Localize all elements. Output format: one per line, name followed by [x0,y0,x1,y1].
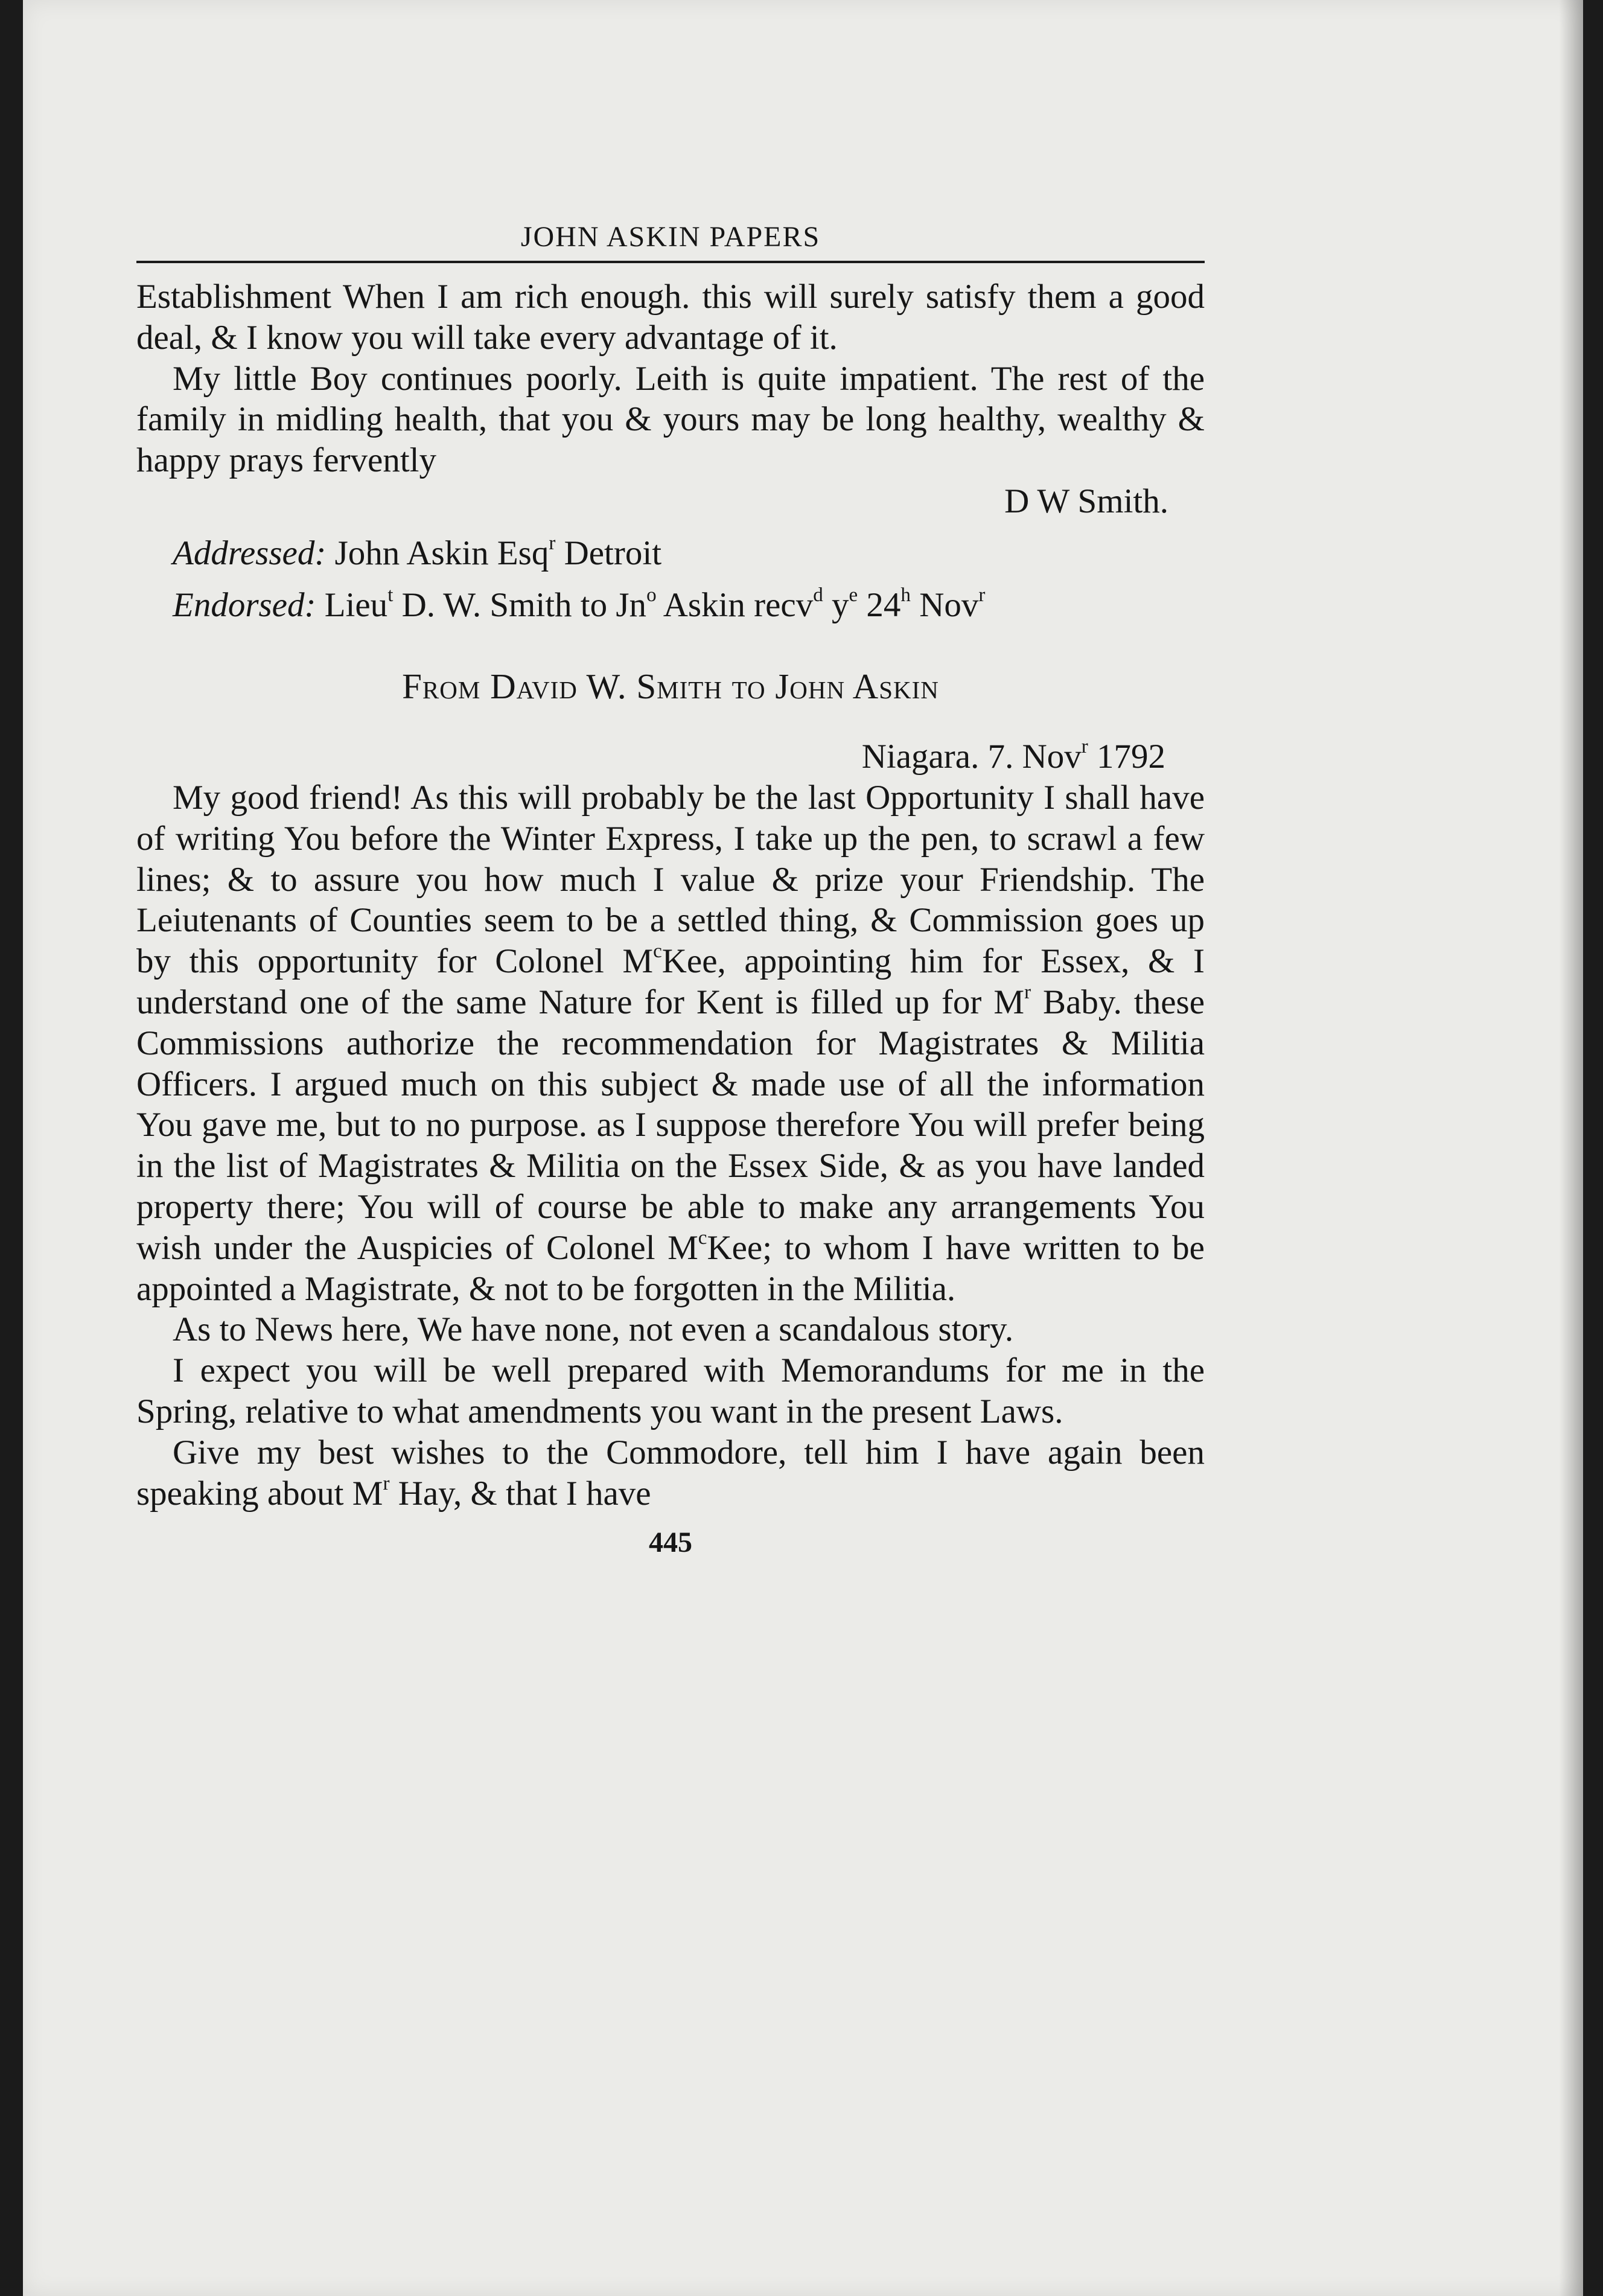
p1-a-sup: c [653,940,662,963]
paragraph-good-friend [136,777,1205,1309]
endorsed-f-sup: r [978,584,986,606]
p4-a-sup: r [383,1472,390,1494]
p1-c-sup: c [698,1226,707,1249]
dateline-sup: r [1081,736,1088,758]
addressed-text: John Askin Esq [334,534,549,572]
addressed-line [136,533,1205,574]
addressed-label: Addressed: [173,534,327,572]
endorsed-b: D. W. Smith to Jn [393,585,647,624]
endorsed-b-sup: o [646,584,657,606]
p4-a: Give my best wishes to the Commodore, tell him I have again been speaking about M [136,1433,1205,1513]
paragraph-news: As to News here, We have none, not even a scandalous story. [173,1310,1014,1349]
p1-d: Kee; to whom I have written to be appointed a Magistrate, & not to be forgotten in the Militia. [136,1228,1205,1308]
p1-b-sup: r [1024,981,1031,1004]
endorsed-d-sup: e [849,584,858,606]
p1-c: Baby. these Commissions authorize the recommendation for Magistrates & Militia Officers. I argued much on this subject & made use of all the information You gave me, but to no purpose. as I suppose therefore You will prefer being in the list of Magistrates & Militia on the Essex Side, & as you have landed property there; You will of course be able to make any arrangements You wish under the Auspicies of Colonel M [136,983,1205,1267]
letter-heading: From David W. Smith to John Askin [402,666,939,707]
endorsed-e-sup: h [900,584,911,606]
endorsed-a-sup: t [387,584,394,606]
addressed-sup: r [549,532,556,554]
page-edge-shadow [1559,0,1583,2296]
endorsed-d: y [823,585,849,624]
page-number: 445 [649,1526,692,1559]
endorsed-e: 24 [858,585,901,624]
text-block [136,217,1205,1563]
dateline-year: 1792 [1088,738,1165,776]
endorsed-label: Endorsed: [173,585,316,624]
addressed-tail: Detroit [555,534,662,572]
header-rule [136,261,1205,263]
running-head: JOHN ASKIN PAPERS [520,221,821,253]
endorsed-line [136,585,1205,626]
endorsed-c-sup: d [813,584,823,606]
book-page [23,0,1583,2296]
paragraph-commodore [136,1432,1205,1514]
p1-b: Kee, appointing him for Essex, & I understand one of the same Nature for Kent is filled up for M [136,942,1205,1021]
endorsed-a: Lieu [324,585,388,624]
dateline [136,736,1205,777]
paragraph-establishment: Establishment When I am rich enough. this will surely satisfy them a good deal, & I know you will take every advantage of it. [136,278,1205,357]
endorsed-c: Askin recv [656,585,814,624]
paragraph-memorandums: I expect you will be well prepared with Memorandums for me in the Spring, relative to what amendments you want in the present Laws. [136,1351,1205,1430]
p1-a: My good friend! As this will probably be the last Opportunity I shall have of writing You before the Winter Express, I take up the pen, to scrawl a few lines; & to assure you how much I value & prize your Friendship. The Leiutenants of Counties seem to be a settled thing, & Commission goes up by this opportunity for Colonel M [136,778,1205,981]
endorsed-f: Nov [910,585,979,624]
dateline-text: Niagara. 7. Nov [861,738,1082,776]
paragraph-little-boy: My little Boy continues poorly. Leith is quite impatient. The rest of the family in midling health, that you & yours may be long healthy, wealthy & happy prays fervently [136,359,1205,480]
signature: D W Smith. [1004,482,1168,520]
p4-b: Hay, & that I have [389,1474,651,1513]
